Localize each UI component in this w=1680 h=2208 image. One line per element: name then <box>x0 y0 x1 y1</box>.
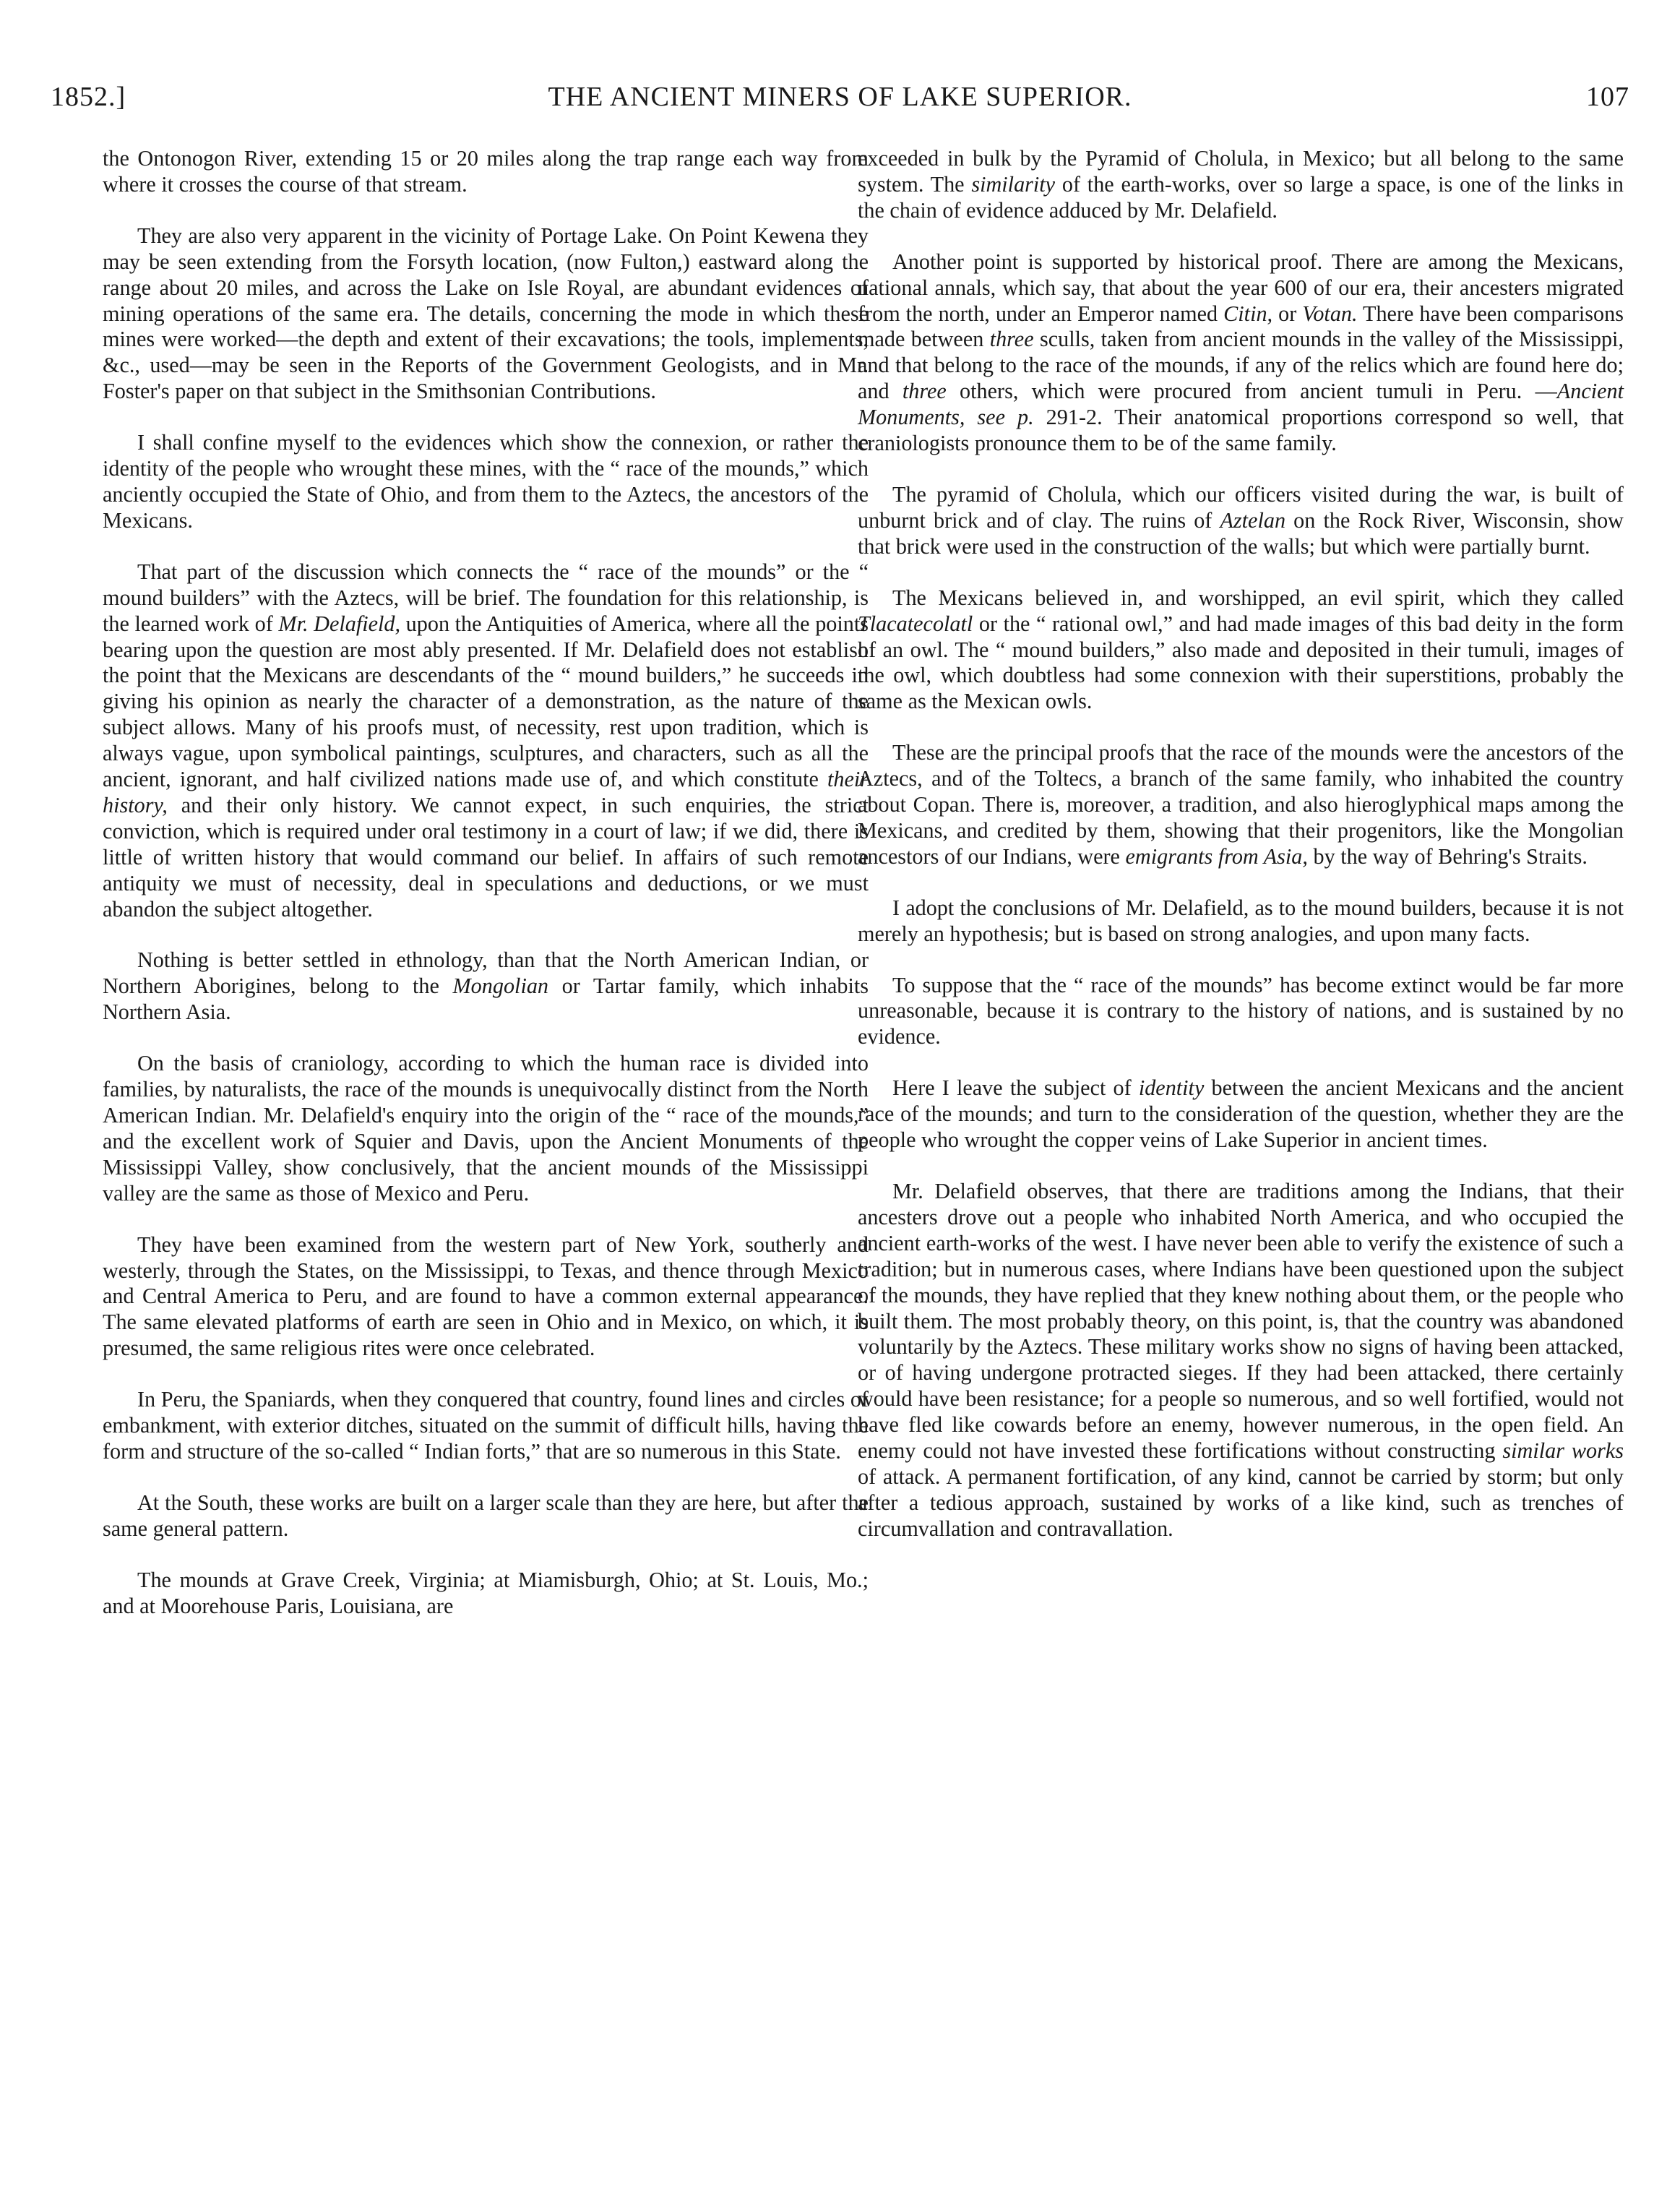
left-column <box>103 146 869 1620</box>
right-column <box>858 146 1624 1542</box>
paragraph: That part of the discussion which connects the “ race of the mounds” or the “ mound builders” with the Aztecs, will be brief. The foundation for this relationship, is the learned work of Mr. Delafield, upon the Antiquities of America, where all the points bearing upon the question are most ably presented. If Mr. Delafield does not establish the point that the Mexicans are descendants of the “ mound builders,” he succeeds in giving his opinion as nearly the character of a demonstration, as the nature of the subject allows. Many of his proofs must, of necessity, rest upon tradition, which is always vague, upon symbolical paintings, sculptures, and characters, such as all the ancient, ignorant, and half civilized nations made use of, and which constitute their history, and their only history. We cannot expect, in such enquiries, the strict conviction, which is required under oral testimony in a court of law; if we did, there is little of written history that would command our belief. In affairs of such remote antiquity we must of necessity, deal in speculations and deductions, or we must abandon the subject altogether. <box>103 559 869 922</box>
paragraph: Nothing is better settled in ethnology, than that the North American Indian, or Northern Aborigines, belong to the Mongolian or Tartar family, which inhabits Northern Asia. <box>103 948 869 1025</box>
page-number: 107 <box>1586 82 1629 112</box>
paragraph: In Peru, the Spaniards, when they conquered that country, found lines and circles of embankment, with exterior ditches, situated on the summit of difficult hills, having the form and structure of the so-called “ Indian forts,” that are so numerous in this State. <box>103 1387 869 1464</box>
paragraph: The pyramid of Cholula, which our officers visited during the war, is built of unburnt brick and of clay. The ruins of Aztelan on the Rock River, Wisconsin, show that brick were used in the construction of the walls; but which were partially burnt. <box>858 481 1624 559</box>
paragraph: Mr. Delafield observes, that there are traditions among the Indians, that their ancesters drove out a people who inhabited North America, and who occupied the ancient earth-works of the west. I have never been able to verify the existence of such a tradition; but in numerous cases, where Indians have been questioned upon the subject of the mounds, they have replied that they knew nothing about them, or the people who built them. The most probably theory, on this point, is, that the country was abandoned voluntarily by the Aztecs. These military works show no signs of having been attacked, or of having undergone protracted sieges. If they had been attacked, there certainly would have been resistance; for a people so numerous, and so well fortified, would not have fled like cowards before an enemy, however numerous, in the open field. An enemy could not have invested these fortifications without constructing similar works of attack. A permanent fortification, of any kind, cannot be carried by storm; but only after a tedious approach, sustained by works of a like kind, such as trenches of circumvallation and contravallation. <box>858 1179 1624 1541</box>
paragraph: I shall confine myself to the evidences which show the connexion, or rather the identity of the people who wrought these mines, with the “ race of the mounds,” which anciently occupied the State of Ohio, and from them to the Aztecs, the ancestors of the Mexicans. <box>103 430 869 533</box>
paragraph: To suppose that the “ race of the mounds” has become extinct would be far more unreasonable, because it is contrary to the history of nations, and is sustained by no evidence. <box>858 972 1624 1049</box>
paragraph: They are also very apparent in the vicinity of Portage Lake. On Point Kewena they may be seen extending from the Forsyth location, (now Fulton,) eastward along the range about 20 miles, and across the Lake on Isle Royal, are abundant evidences of mining operations of the same era. The details, concerning the mode in which these mines were worked—the depth and extent of their excavations; the tools, implements, &c., used—may be seen in the Reports of the Government Geologists, and in Mr. Foster's paper on that subject in the Smithsonian Contributions. <box>103 223 869 404</box>
paragraph: These are the principal proofs that the race of the mounds were the ancestors of the Aztecs, and of the Toltecs, a branch of the same family, who inhabited the country about Copan. There is, moreover, a tradition, and also hieroglyphical maps among the Mexicans, and credited by them, showing that their progenitors, like the Mongolian ancestors of our Indians, were emigrants from Asia, by the way of Behring's Straits. <box>858 740 1624 869</box>
header-title: THE ANCIENT MINERS OF LAKE SUPERIOR. <box>548 82 1132 112</box>
paragraph: I adopt the conclusions of Mr. Delafield, as to the mound builders, because it is not merely an hypothesis; but is based on strong analogies, and upon many facts. <box>858 895 1624 946</box>
paragraph: At the South, these works are built on a larger scale than they are here, but after the same general pattern. <box>103 1490 869 1541</box>
running-header <box>51 81 1629 124</box>
paragraph: the Ontonogon River, extending 15 or 20 miles along the trap range each way from where it crosses the course of that stream. <box>103 146 869 197</box>
paragraph: The Mexicans believed in, and worshipped, an evil spirit, which they called Tlacatecolatl or the “ rational owl,” and had made images of this bad deity in the form of an owl. The “ mound builders,” also made and deposited in their tumuli, images of the owl, which doubtless had some connexion with their superstitions, probably the same as the Mexican owls. <box>858 585 1624 714</box>
header-year: 1852.] <box>51 82 126 112</box>
paragraph: exceeded in bulk by the Pyramid of Cholula, in Mexico; but all belong to the same system. The similarity of the earth-works, over so large a space, is one of the links in the chain of evidence adduced by Mr. Delafield. <box>858 146 1624 223</box>
paragraph: They have been examined from the western part of New York, southerly and westerly, through the States, on the Mississippi, to Texas, and thence through Mexico and Central America to Peru, and are found to have a common external appearance. The same elevated platforms of earth are seen in Ohio and in Mexico, on which, it is presumed, the same religious rites were once celebrated. <box>103 1232 869 1361</box>
paragraph: Here I leave the subject of identity between the ancient Mexicans and the ancient race of the mounds; and turn to the consideration of the question, whether they are the people who wrought the copper veins of Lake Superior in ancient times. <box>858 1075 1624 1153</box>
paragraph: On the basis of craniology, according to which the human race is divided into families, by naturalists, the race of the mounds is unequivocally distinct from the North American Indian. Mr. Delafield's enquiry into the origin of the “ race of the mounds,” and the excellent work of Squier and Davis, upon the Ancient Monuments of the Mississippi Valley, show conclusively, that the ancient mounds of the Mississippi valley are the same as those of Mexico and Peru. <box>103 1051 869 1206</box>
paragraph: Another point is supported by historical proof. There are among the Mexicans, national annals, which say, that about the year 600 of our era, their ancesters migrated from the north, under an Emperor named Citin, or Votan. There have been comparisons made between three sculls, taken from ancient mounds in the valley of the Mississippi, and that belong to the race of the mounds, if any of the relics which are found here do; and three others, which were procured from ancient tumuli in Peru. —Ancient Monuments, see p. 291-2. Their anatomical proportions correspond so well, that craniologists pronounce them to be of the same family. <box>858 249 1624 456</box>
paragraph: The mounds at Grave Creek, Virginia; at Miamisburgh, Ohio; at St. Louis, Mo.; and at Moorehouse Paris, Louisiana, are <box>103 1567 869 1618</box>
